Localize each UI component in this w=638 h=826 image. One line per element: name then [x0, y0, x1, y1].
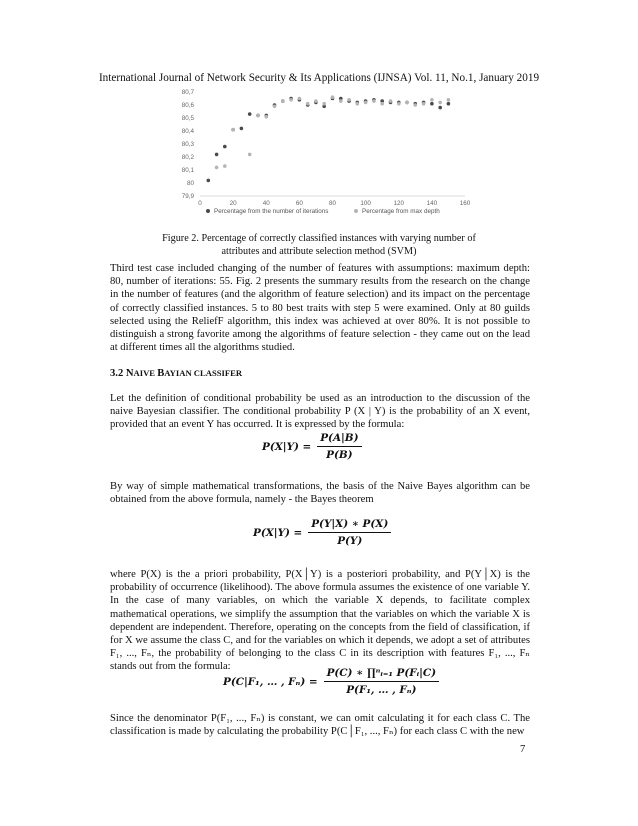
data-point — [405, 101, 409, 105]
x-tick-label: 80 — [328, 200, 337, 207]
x-tick-label: 60 — [295, 200, 303, 207]
series-iterations — [207, 97, 451, 183]
data-point — [430, 102, 434, 106]
data-point — [256, 114, 260, 118]
eq1-denominator: P(B) — [326, 449, 353, 461]
data-point — [356, 102, 360, 106]
data-point — [248, 112, 252, 116]
data-point — [389, 99, 393, 103]
figure-caption-line-2: attributes and attribute selection method (SVM) — [221, 245, 417, 257]
data-point — [281, 99, 285, 103]
paragraph-bayes-theorem: By way of simple mathematical transformations, the basis of the Naive Bayes algorithm can be obtained from the above formula, namely - the Bayes theorem — [110, 481, 530, 506]
x-tick-label: 160 — [459, 200, 470, 207]
eq3-numerator: P(C) ∗ ∏ⁿᵢ₌₁ P(Fᵢ|C) — [324, 667, 440, 682]
y-tick-label: 80,4 — [181, 128, 194, 135]
data-point — [306, 102, 310, 106]
data-point — [314, 99, 318, 103]
data-point — [240, 127, 244, 131]
y-tick-label: 80,7 — [181, 89, 194, 96]
data-point — [372, 99, 376, 103]
x-tick-label: 120 — [393, 200, 405, 207]
x-tick-label: 140 — [426, 200, 438, 207]
x-tick-label: 20 — [229, 200, 237, 207]
data-point — [422, 102, 426, 106]
paragraph-naive-assumption: where P(X) is the a priori probability, P(X│Y) is a posteriori probability, and P(Y│X) is the probability of occurrence (likelihood). The above formula assumes the existence of one variable Y. In the case of many variables, on which the variable X depends, to facilitate complex mathematical operations, we simplify the assumption that the variables on which the variable X is dependent are independent. Therefore, operating on the concepts from the field of classification, if for X we assume the class C, and for the variables on which it depends, we adopt a set of attributes F₁, ..., Fₙ, the probability of belonging to the class C in its description with features F₁, ..., Fₙ stands out from the formula: — [110, 569, 530, 673]
section-number: 3.2 — [110, 368, 126, 379]
data-point — [215, 153, 219, 157]
data-point — [447, 102, 451, 106]
data-point — [298, 97, 302, 101]
equation-bayes-theorem — [253, 518, 391, 547]
data-point — [339, 99, 343, 103]
data-point — [331, 95, 335, 99]
y-tick-label: 80,3 — [181, 141, 194, 148]
data-point — [414, 103, 418, 107]
data-point — [430, 98, 434, 102]
legend-marker-max-depth — [354, 209, 358, 213]
y-tick-label: 80,6 — [181, 102, 194, 109]
figure-caption — [120, 233, 518, 258]
paragraph-conditional-probability: Let the definition of conditional probability be used as an introduction to the discussion of the naive Bayesian classifier. The conditional probability P (X | Y) is the probability of an X event, provided that an event Y has occurred. It is expressed by the formula: — [110, 393, 530, 431]
figure-caption-line-1: Figure 2. Percentage of correctly classified instances with varying number of — [162, 233, 476, 244]
data-point — [380, 102, 384, 106]
data-point — [248, 153, 252, 157]
journal-header: International Journal of Network Security & Its Applications (IJNSA) Vol. 11, No.1, January 2019 — [98, 72, 540, 84]
scatter-chart — [160, 84, 470, 222]
section-title-aive: AIVE — [133, 368, 158, 378]
data-point — [289, 98, 293, 102]
y-tick-label: 79,9 — [181, 193, 194, 200]
eq2-denominator: P(Y) — [337, 535, 363, 547]
chart-legend — [206, 208, 440, 215]
y-tick-label: 80,1 — [181, 167, 194, 174]
equation-naive-bayes — [223, 667, 439, 696]
data-point — [322, 102, 326, 106]
data-point — [223, 164, 227, 168]
data-point — [231, 128, 235, 132]
data-point — [265, 115, 269, 119]
eq1-fraction — [317, 432, 361, 461]
eq1-numerator: P(A|B) — [317, 432, 361, 447]
section-heading — [110, 368, 242, 379]
data-point — [215, 166, 219, 170]
equation-conditional-probability — [262, 432, 362, 461]
y-tick-label: 80 — [186, 180, 194, 187]
eq2-fraction — [308, 518, 391, 547]
data-point — [223, 145, 227, 149]
eq1-lhs: P(X|Y) = — [262, 440, 312, 453]
data-point — [397, 102, 401, 106]
legend-label-max-depth: Percentage from max depth — [362, 208, 440, 215]
data-point — [438, 101, 442, 105]
x-tick-label: 0 — [198, 200, 202, 207]
eq2-lhs: P(X|Y) = — [253, 526, 303, 539]
legend-label-iterations: Percentage from the number of iterations — [214, 208, 329, 215]
eq3-denominator: P(F₁, … , Fₙ) — [346, 684, 417, 696]
eq3-lhs: P(C|F₁, … , Fₙ) = — [223, 675, 318, 688]
legend-marker-iterations — [206, 209, 210, 213]
page-number: 7 — [520, 744, 526, 755]
data-point — [347, 98, 351, 102]
eq3-fraction — [324, 667, 440, 696]
data-point — [438, 106, 442, 110]
section-title-rest: AYIAN CLASSIFER — [164, 368, 243, 378]
data-point — [447, 98, 451, 102]
paragraph-denominator: Since the denominator P(F₁, ..., Fₙ) is constant, we can omit calculating it for each class C. The classification is made by calculating the probability P(C│F₁, ..., Fₙ) for each class C with the new — [110, 713, 530, 738]
section-title-b: B — [157, 368, 165, 379]
y-tick-label: 80,2 — [181, 154, 194, 161]
section-title-n: N — [125, 368, 134, 379]
data-point — [207, 179, 211, 183]
x-tick-label: 40 — [262, 200, 270, 207]
y-axis-ticks — [182, 89, 195, 200]
x-axis-ticks — [198, 200, 470, 207]
data-point — [273, 105, 277, 109]
series-max-depth — [215, 95, 450, 169]
y-tick-label: 80,5 — [181, 115, 194, 122]
data-point — [364, 101, 368, 105]
paragraph-test-case: Third test case included changing of the number of features with assumptions: maximum depth: 80, number of iterations: 55. Fig. 2 presents the summary results from the research on the change in the number of features (and the algorithm of feature selection) and its impact on the percentage of correctly classified instances. 5 to 80 best traits with step 5 were examined. Only at 80 guilds selected using the ReliefF algorithm, this index was achieved at over 80%. It is not possible to distinguish a strong favorite among the algorithms of feature selection - they came out on the lead at different times all the algorithms studied. — [110, 263, 530, 354]
eq2-numerator: P(Y|X) ∗ P(X) — [308, 518, 391, 533]
x-tick-label: 100 — [360, 200, 371, 207]
